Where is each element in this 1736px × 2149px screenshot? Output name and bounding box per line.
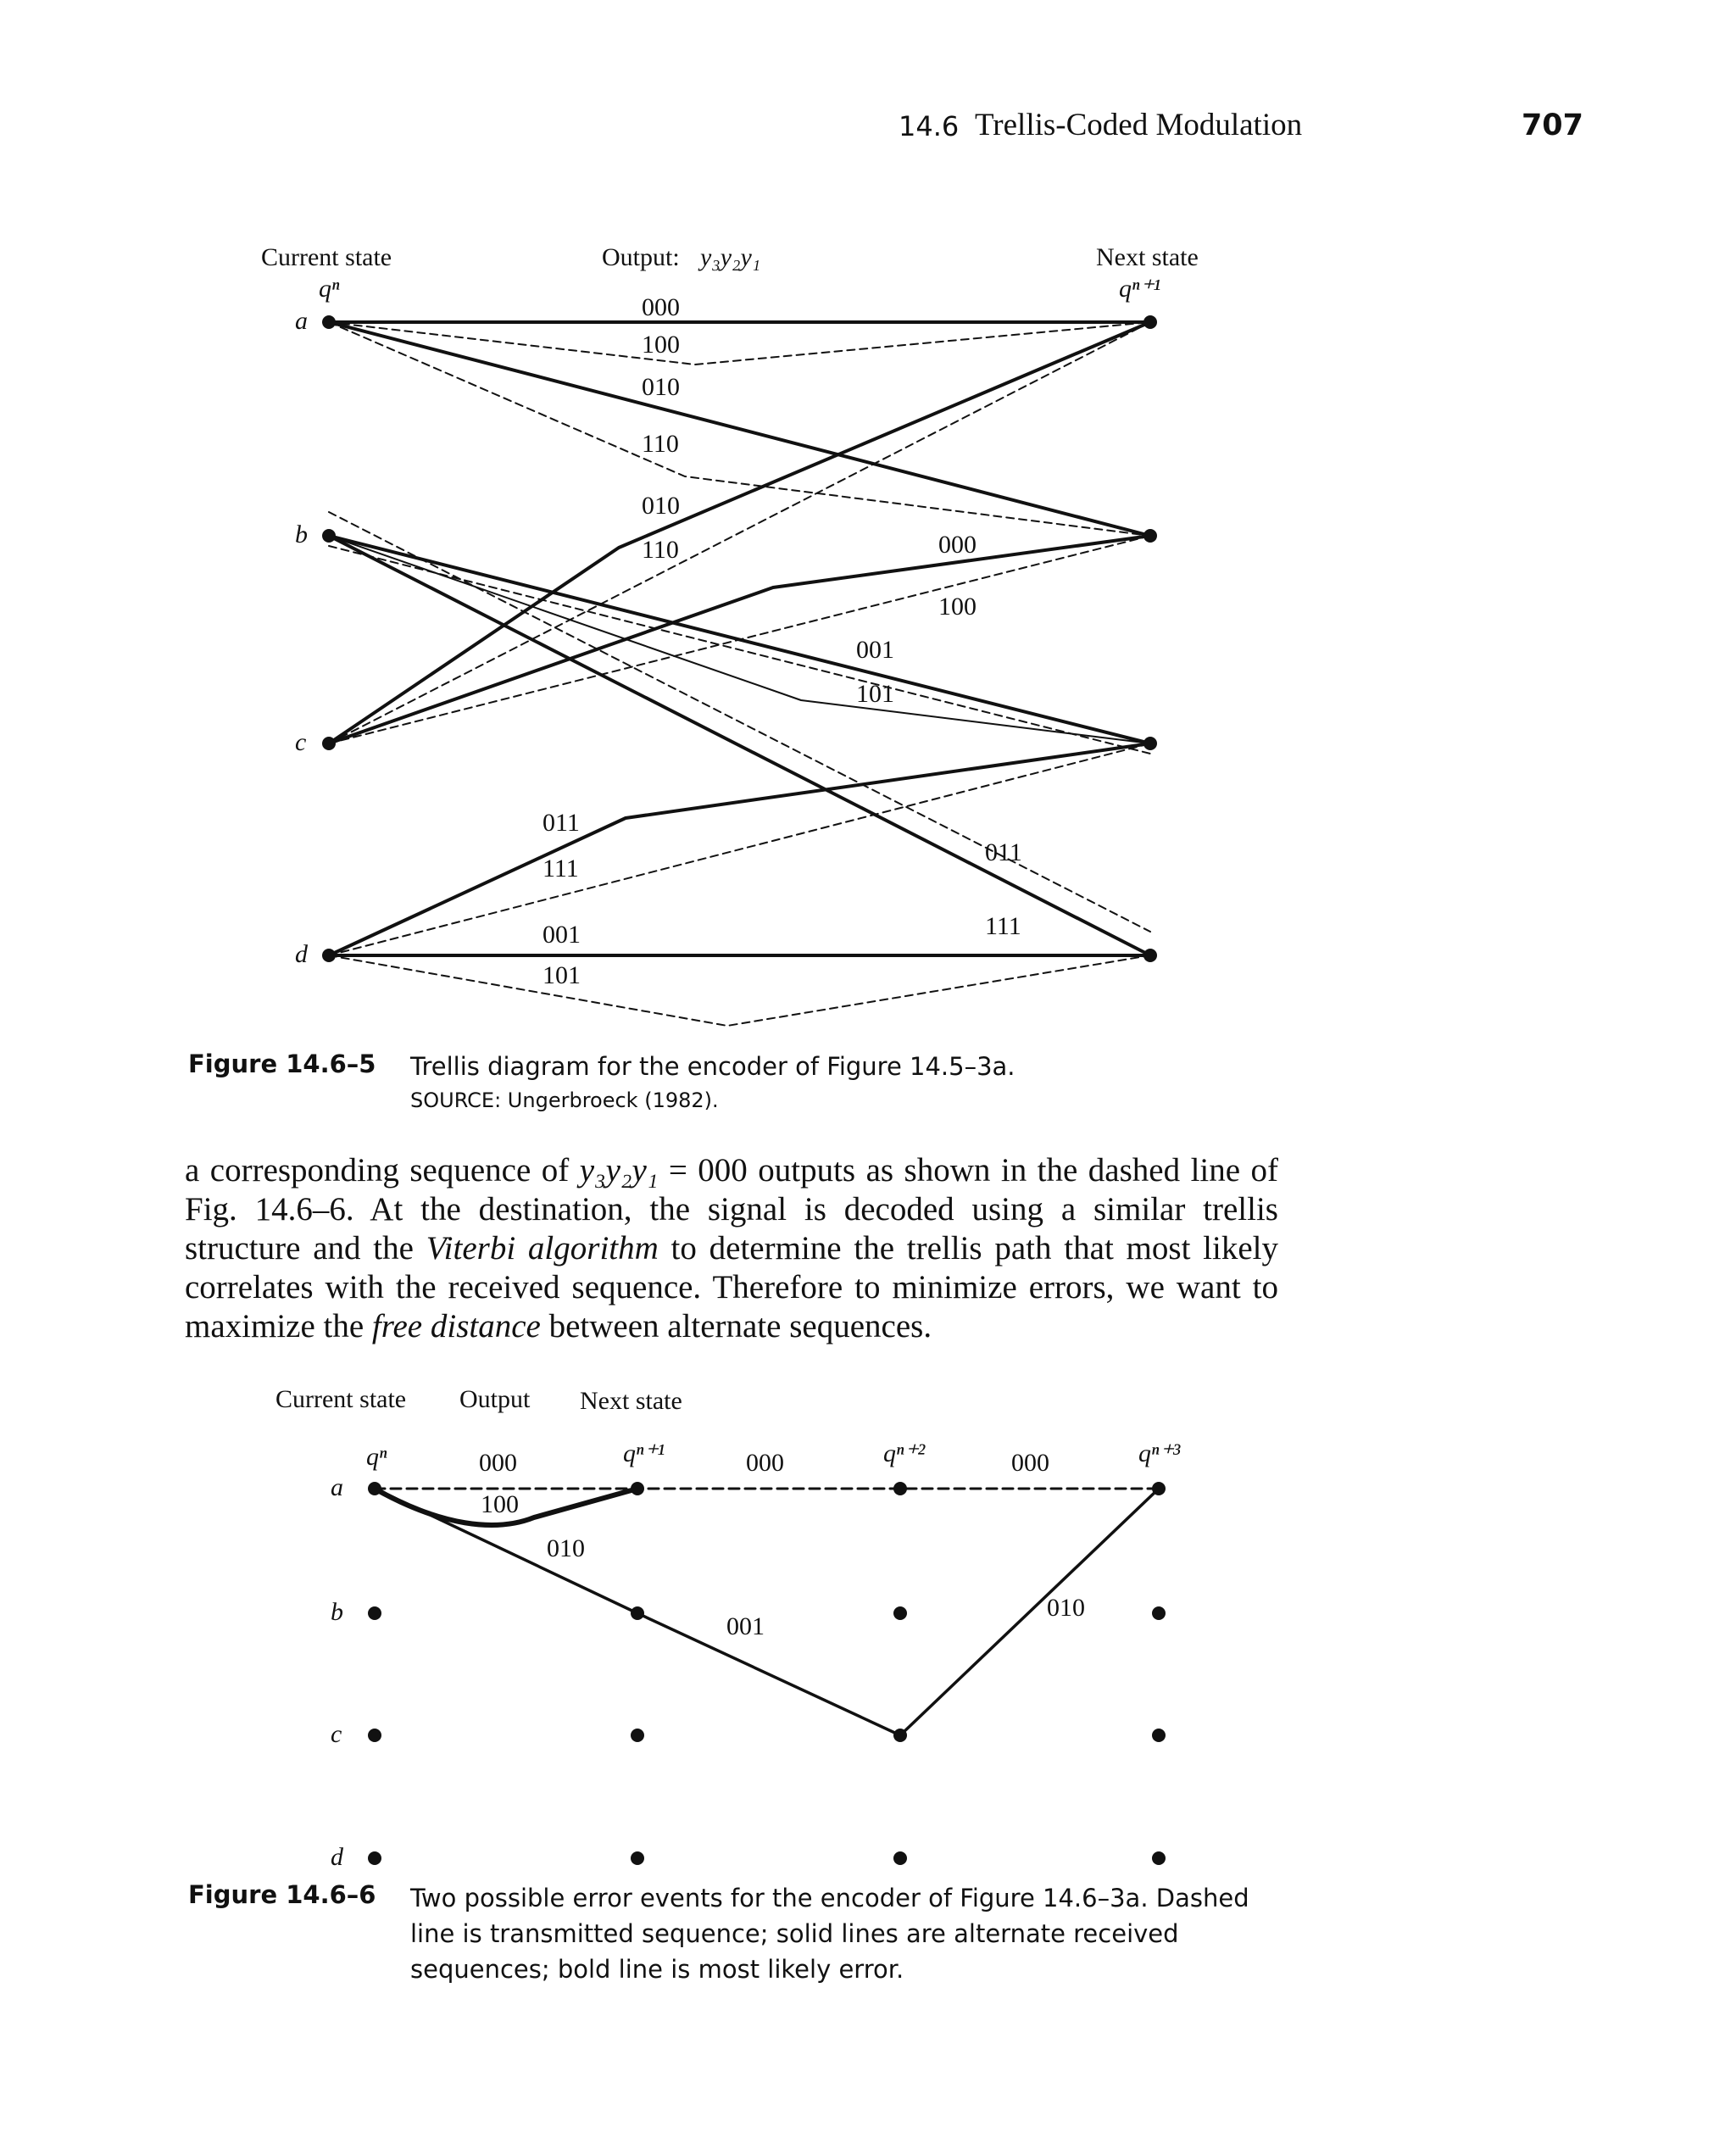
edge-label: 110 bbox=[642, 536, 679, 564]
col-next-state: Next state bbox=[1096, 243, 1199, 271]
edge-label: 001 bbox=[542, 921, 581, 949]
para-var: y₃y₂y₁ bbox=[579, 1152, 659, 1189]
para-text: a corresponding sequence of bbox=[185, 1152, 580, 1189]
state-label-b: b bbox=[295, 521, 308, 548]
state-label-a: a bbox=[295, 307, 308, 335]
edge-label: 000 bbox=[938, 531, 976, 559]
node bbox=[1152, 1729, 1166, 1742]
q-label: qⁿ⁺³ bbox=[1138, 1439, 1181, 1467]
state-label-b: b bbox=[331, 1598, 343, 1626]
edge-label: 010 bbox=[547, 1534, 585, 1562]
state-label-d: d bbox=[331, 1843, 343, 1871]
edge-label: 011 bbox=[542, 809, 580, 837]
node bbox=[631, 1851, 644, 1865]
edge-label: 000 bbox=[642, 293, 680, 321]
state-label-d: d bbox=[295, 940, 308, 968]
node bbox=[631, 1729, 644, 1742]
header-section-number: 14.6 bbox=[899, 110, 960, 142]
edge-label: 010 bbox=[1047, 1594, 1085, 1622]
edge-label: 101 bbox=[856, 680, 894, 708]
q-label: qⁿ⁺² bbox=[883, 1439, 926, 1467]
q-label: qⁿ⁺¹ bbox=[623, 1439, 665, 1467]
edge-label: 101 bbox=[542, 961, 581, 989]
figure-label-fig5: Figure 14.6–5 bbox=[188, 1049, 376, 1078]
edge-label: 100 bbox=[642, 331, 680, 359]
para-text: to determine the trellis path that most likely correlates with the received sequence. Therefore to minimize errors, we want to maximize the bbox=[185, 1230, 1278, 1345]
node bbox=[1152, 1606, 1166, 1620]
col-output: Output: bbox=[602, 243, 680, 271]
col-current-state: Current state bbox=[261, 243, 392, 271]
col-output: Output bbox=[459, 1385, 531, 1413]
node bbox=[893, 1482, 907, 1495]
header-section-title: Trellis-Coded Modulation bbox=[975, 108, 1303, 142]
col-output-var: y₃y₂y₁ bbox=[700, 243, 761, 271]
edge-label: 110 bbox=[642, 430, 679, 458]
edge-label: 000 bbox=[1011, 1449, 1049, 1477]
node bbox=[1152, 1851, 1166, 1865]
edge-label: 000 bbox=[479, 1449, 517, 1477]
edge-label: 001 bbox=[856, 636, 894, 664]
node bbox=[368, 1729, 381, 1742]
edge-label: 000 bbox=[746, 1449, 784, 1477]
node bbox=[893, 1729, 907, 1742]
header-page-number: 707 bbox=[1521, 109, 1583, 142]
edge-label: 100 bbox=[481, 1490, 519, 1518]
edge-label: 011 bbox=[985, 838, 1022, 866]
figure-caption-fig6: Two possible error events for the encoder of Figure 14.6–3a. Dashed line is transmitted sequence; solid lines are alternate received sequences; bold line is most likely error. bbox=[410, 1884, 1249, 1984]
node bbox=[893, 1606, 907, 1620]
edge-label: 100 bbox=[938, 593, 976, 621]
node bbox=[631, 1482, 644, 1495]
para-text: between alternate sequences. bbox=[540, 1308, 932, 1345]
edge-label: 111 bbox=[985, 912, 1021, 940]
node bbox=[631, 1606, 644, 1620]
edge-label: 010 bbox=[642, 492, 680, 520]
edge-label: 001 bbox=[726, 1612, 765, 1640]
caption-text: Trellis diagram for the encoder of Figure 14.5–3a. bbox=[410, 1052, 1015, 1081]
node bbox=[368, 1606, 381, 1620]
state-label-a: a bbox=[331, 1473, 343, 1501]
para-term-viterbi: Viterbi algorithm bbox=[426, 1230, 659, 1267]
q-label: qⁿ bbox=[366, 1443, 387, 1471]
col-current-state: Current state bbox=[275, 1385, 407, 1413]
q-next-label: qⁿ⁺¹ bbox=[1119, 275, 1161, 303]
node bbox=[1152, 1482, 1166, 1495]
edge-label: 010 bbox=[642, 373, 680, 401]
col-next-state: Next state bbox=[580, 1387, 682, 1415]
q-current-label: qⁿ bbox=[319, 275, 340, 303]
node bbox=[368, 1482, 381, 1495]
node bbox=[893, 1851, 907, 1865]
state-label-c: c bbox=[331, 1720, 342, 1748]
node bbox=[368, 1851, 381, 1865]
caption-source: SOURCE: Ungerbroeck (1982). bbox=[410, 1088, 719, 1112]
figure-label-fig6: Figure 14.6–6 bbox=[188, 1880, 376, 1909]
para-term-free-distance: free distance bbox=[371, 1308, 541, 1345]
edge-label: 111 bbox=[542, 855, 579, 882]
state-label-c: c bbox=[295, 728, 307, 756]
para-text: = 000 outputs as shown in the dashed line of Fig. 14.6–6. At the destination, the signal is decoded using a similar trellis structure and the bbox=[185, 1152, 1279, 1267]
